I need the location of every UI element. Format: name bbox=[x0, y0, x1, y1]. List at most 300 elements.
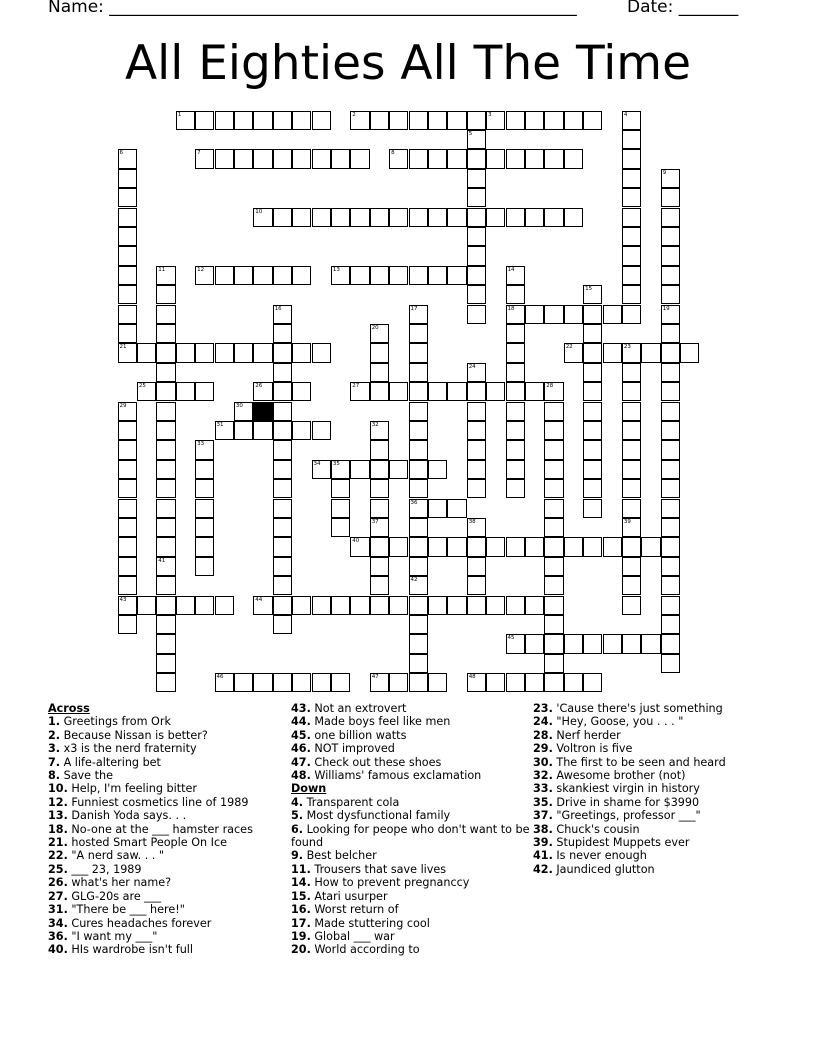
grid-cell[interactable] bbox=[447, 208, 466, 227]
grid-cell[interactable] bbox=[234, 343, 253, 362]
grid-cell[interactable] bbox=[506, 479, 525, 498]
grid-cell[interactable] bbox=[661, 499, 680, 518]
grid-cell[interactable] bbox=[409, 440, 428, 459]
grid-cell[interactable] bbox=[409, 382, 428, 401]
grid-cell[interactable] bbox=[583, 499, 602, 518]
grid-cell[interactable] bbox=[273, 421, 292, 440]
grid-cell[interactable] bbox=[118, 421, 137, 440]
grid-cell[interactable] bbox=[467, 363, 486, 382]
grid-cell[interactable] bbox=[467, 537, 486, 556]
grid-cell[interactable] bbox=[156, 285, 175, 304]
grid-cell[interactable] bbox=[331, 460, 350, 479]
grid-cell[interactable] bbox=[118, 246, 137, 265]
grid-cell[interactable] bbox=[176, 343, 195, 362]
grid-cell[interactable] bbox=[661, 557, 680, 576]
grid-cell[interactable] bbox=[156, 402, 175, 421]
grid-cell[interactable] bbox=[118, 537, 137, 556]
grid-cell[interactable] bbox=[118, 596, 137, 615]
grid-cell[interactable] bbox=[409, 557, 428, 576]
grid-cell[interactable] bbox=[273, 460, 292, 479]
grid-cell[interactable] bbox=[292, 343, 311, 362]
grid-cell[interactable] bbox=[622, 111, 641, 130]
grid-cell[interactable] bbox=[467, 149, 486, 168]
grid-cell[interactable] bbox=[506, 343, 525, 362]
grid-cell[interactable] bbox=[156, 479, 175, 498]
grid-cell[interactable] bbox=[331, 596, 350, 615]
grid-cell[interactable] bbox=[195, 149, 214, 168]
grid-cell[interactable] bbox=[273, 305, 292, 324]
grid-cell[interactable] bbox=[273, 324, 292, 343]
grid-cell[interactable] bbox=[370, 382, 389, 401]
grid-cell[interactable] bbox=[156, 615, 175, 634]
grid-cell[interactable] bbox=[370, 343, 389, 362]
grid-cell[interactable] bbox=[544, 402, 563, 421]
grid-cell[interactable] bbox=[234, 421, 253, 440]
grid-cell[interactable] bbox=[350, 382, 369, 401]
grid-cell[interactable] bbox=[118, 518, 137, 537]
grid-cell[interactable] bbox=[118, 266, 137, 285]
grid-cell[interactable] bbox=[273, 363, 292, 382]
grid-cell[interactable] bbox=[544, 654, 563, 673]
grid-cell[interactable] bbox=[506, 460, 525, 479]
grid-cell[interactable] bbox=[486, 149, 505, 168]
grid-cell[interactable] bbox=[467, 305, 486, 324]
grid-cell[interactable] bbox=[467, 169, 486, 188]
grid-cell[interactable] bbox=[622, 518, 641, 537]
grid-cell[interactable] bbox=[680, 343, 699, 362]
grid-cell[interactable] bbox=[156, 557, 175, 576]
grid-cell[interactable] bbox=[661, 596, 680, 615]
grid-cell[interactable] bbox=[253, 111, 272, 130]
grid-cell[interactable] bbox=[312, 673, 331, 692]
grid-cell[interactable] bbox=[176, 382, 195, 401]
grid-cell[interactable] bbox=[506, 285, 525, 304]
grid-cell[interactable] bbox=[312, 460, 331, 479]
grid-cell[interactable] bbox=[583, 537, 602, 556]
grid-cell[interactable] bbox=[525, 537, 544, 556]
grid-cell[interactable] bbox=[389, 673, 408, 692]
grid-cell[interactable] bbox=[428, 673, 447, 692]
grid-cell[interactable] bbox=[544, 382, 563, 401]
grid-cell[interactable] bbox=[622, 169, 641, 188]
grid-cell[interactable] bbox=[156, 460, 175, 479]
grid-cell[interactable] bbox=[525, 111, 544, 130]
grid-cell[interactable] bbox=[661, 654, 680, 673]
grid-cell[interactable] bbox=[467, 673, 486, 692]
grid-cell[interactable] bbox=[661, 188, 680, 207]
grid-cell[interactable] bbox=[467, 596, 486, 615]
grid-cell[interactable] bbox=[370, 499, 389, 518]
grid-cell[interactable] bbox=[506, 440, 525, 459]
grid-cell[interactable] bbox=[156, 305, 175, 324]
grid-cell[interactable] bbox=[389, 596, 408, 615]
grid-cell[interactable] bbox=[467, 246, 486, 265]
grid-cell[interactable] bbox=[641, 343, 660, 362]
grid-cell[interactable] bbox=[467, 382, 486, 401]
grid-cell[interactable] bbox=[447, 537, 466, 556]
grid-cell[interactable] bbox=[409, 266, 428, 285]
grid-cell[interactable] bbox=[428, 208, 447, 227]
grid-cell[interactable] bbox=[506, 402, 525, 421]
grid-cell[interactable] bbox=[409, 499, 428, 518]
grid-cell[interactable] bbox=[409, 615, 428, 634]
grid-cell[interactable] bbox=[622, 363, 641, 382]
grid-cell[interactable] bbox=[118, 227, 137, 246]
grid-cell[interactable] bbox=[350, 596, 369, 615]
grid-cell[interactable] bbox=[661, 421, 680, 440]
grid-cell[interactable] bbox=[622, 208, 641, 227]
grid-cell[interactable] bbox=[506, 208, 525, 227]
grid-cell[interactable] bbox=[156, 499, 175, 518]
grid-cell[interactable] bbox=[622, 557, 641, 576]
grid-cell[interactable] bbox=[622, 305, 641, 324]
grid-cell[interactable] bbox=[195, 343, 214, 362]
grid-cell[interactable] bbox=[661, 382, 680, 401]
grid-cell[interactable] bbox=[447, 382, 466, 401]
grid-cell[interactable] bbox=[583, 673, 602, 692]
grid-cell[interactable] bbox=[331, 266, 350, 285]
grid-cell[interactable] bbox=[467, 421, 486, 440]
grid-cell[interactable] bbox=[564, 343, 583, 362]
grid-cell[interactable] bbox=[370, 460, 389, 479]
grid-cell[interactable] bbox=[564, 149, 583, 168]
grid-cell[interactable] bbox=[273, 576, 292, 595]
grid-cell[interactable] bbox=[331, 149, 350, 168]
grid-cell[interactable] bbox=[467, 440, 486, 459]
grid-cell[interactable] bbox=[215, 673, 234, 692]
grid-cell[interactable] bbox=[195, 266, 214, 285]
grid-cell[interactable] bbox=[156, 537, 175, 556]
grid-cell[interactable] bbox=[370, 576, 389, 595]
grid-cell[interactable] bbox=[583, 440, 602, 459]
grid-cell[interactable] bbox=[409, 343, 428, 362]
grid-cell[interactable] bbox=[467, 208, 486, 227]
grid-cell[interactable] bbox=[273, 382, 292, 401]
grid-cell[interactable] bbox=[350, 460, 369, 479]
grid-cell[interactable] bbox=[525, 149, 544, 168]
grid-cell[interactable] bbox=[370, 440, 389, 459]
grid-cell[interactable] bbox=[661, 208, 680, 227]
grid-cell[interactable] bbox=[195, 596, 214, 615]
grid-cell[interactable] bbox=[661, 615, 680, 634]
grid-cell[interactable] bbox=[409, 596, 428, 615]
grid-cell[interactable] bbox=[661, 460, 680, 479]
grid-cell[interactable] bbox=[273, 615, 292, 634]
grid-cell[interactable] bbox=[253, 673, 272, 692]
grid-cell[interactable] bbox=[409, 576, 428, 595]
grid-cell[interactable] bbox=[506, 634, 525, 653]
grid-cell[interactable] bbox=[273, 440, 292, 459]
grid-cell[interactable] bbox=[525, 382, 544, 401]
grid-cell[interactable] bbox=[661, 576, 680, 595]
grid-cell[interactable] bbox=[467, 266, 486, 285]
grid-cell[interactable] bbox=[273, 208, 292, 227]
grid-cell[interactable] bbox=[486, 111, 505, 130]
grid-cell[interactable] bbox=[409, 421, 428, 440]
grid-cell[interactable] bbox=[273, 537, 292, 556]
grid-cell[interactable] bbox=[312, 149, 331, 168]
grid-cell[interactable] bbox=[156, 363, 175, 382]
grid-cell[interactable] bbox=[661, 266, 680, 285]
grid-cell[interactable] bbox=[350, 537, 369, 556]
grid-cell[interactable] bbox=[156, 654, 175, 673]
grid-cell[interactable] bbox=[661, 305, 680, 324]
grid-cell[interactable] bbox=[544, 421, 563, 440]
grid-cell[interactable] bbox=[118, 615, 137, 634]
grid-cell[interactable] bbox=[409, 305, 428, 324]
grid-cell[interactable] bbox=[583, 305, 602, 324]
grid-cell[interactable] bbox=[661, 440, 680, 459]
grid-cell[interactable] bbox=[292, 208, 311, 227]
grid-cell[interactable] bbox=[156, 634, 175, 653]
grid-cell[interactable] bbox=[506, 537, 525, 556]
grid-cell[interactable] bbox=[544, 596, 563, 615]
grid-cell[interactable] bbox=[467, 576, 486, 595]
grid-cell[interactable] bbox=[583, 363, 602, 382]
grid-cell[interactable] bbox=[118, 305, 137, 324]
grid-cell[interactable] bbox=[409, 460, 428, 479]
grid-cell[interactable] bbox=[389, 460, 408, 479]
grid-cell[interactable] bbox=[195, 382, 214, 401]
grid-cell[interactable] bbox=[428, 111, 447, 130]
grid-cell[interactable] bbox=[506, 363, 525, 382]
grid-cell[interactable] bbox=[622, 149, 641, 168]
grid-cell[interactable] bbox=[234, 149, 253, 168]
grid-cell[interactable] bbox=[118, 402, 137, 421]
grid-cell[interactable] bbox=[428, 499, 447, 518]
grid-cell[interactable] bbox=[195, 537, 214, 556]
grid-cell[interactable] bbox=[447, 596, 466, 615]
grid-cell[interactable] bbox=[118, 343, 137, 362]
grid-cell[interactable] bbox=[331, 208, 350, 227]
grid-cell[interactable] bbox=[137, 343, 156, 362]
grid-cell[interactable] bbox=[292, 673, 311, 692]
grid-cell[interactable] bbox=[273, 479, 292, 498]
grid-cell[interactable] bbox=[506, 305, 525, 324]
grid-cell[interactable] bbox=[583, 382, 602, 401]
grid-cell[interactable] bbox=[312, 208, 331, 227]
grid-cell[interactable] bbox=[428, 149, 447, 168]
grid-cell[interactable] bbox=[564, 208, 583, 227]
grid-cell[interactable] bbox=[389, 208, 408, 227]
grid-cell[interactable] bbox=[312, 596, 331, 615]
grid-cell[interactable] bbox=[564, 305, 583, 324]
grid-cell[interactable] bbox=[544, 615, 563, 634]
grid-cell[interactable] bbox=[428, 460, 447, 479]
grid-cell[interactable] bbox=[544, 518, 563, 537]
grid-cell[interactable] bbox=[564, 634, 583, 653]
grid-cell[interactable] bbox=[506, 596, 525, 615]
grid-cell[interactable] bbox=[156, 421, 175, 440]
grid-cell[interactable] bbox=[525, 596, 544, 615]
grid-cell[interactable] bbox=[525, 634, 544, 653]
grid-cell[interactable] bbox=[273, 557, 292, 576]
grid-cell[interactable] bbox=[409, 479, 428, 498]
grid-cell[interactable] bbox=[544, 557, 563, 576]
grid-cell[interactable] bbox=[409, 634, 428, 653]
grid-cell[interactable] bbox=[409, 149, 428, 168]
grid-cell[interactable] bbox=[195, 460, 214, 479]
grid-cell[interactable] bbox=[622, 537, 641, 556]
grid-cell[interactable] bbox=[506, 149, 525, 168]
grid-cell[interactable] bbox=[544, 576, 563, 595]
grid-cell[interactable] bbox=[118, 169, 137, 188]
grid-cell[interactable] bbox=[467, 111, 486, 130]
grid-cell[interactable] bbox=[622, 246, 641, 265]
grid-cell[interactable] bbox=[215, 266, 234, 285]
grid-cell[interactable] bbox=[603, 634, 622, 653]
grid-cell[interactable] bbox=[622, 227, 641, 246]
grid-cell[interactable] bbox=[661, 246, 680, 265]
grid-cell[interactable] bbox=[622, 576, 641, 595]
grid-cell[interactable] bbox=[506, 266, 525, 285]
grid-cell[interactable] bbox=[544, 634, 563, 653]
grid-cell[interactable] bbox=[603, 537, 622, 556]
grid-cell[interactable] bbox=[525, 305, 544, 324]
grid-cell[interactable] bbox=[370, 111, 389, 130]
grid-cell[interactable] bbox=[215, 149, 234, 168]
grid-cell[interactable] bbox=[195, 499, 214, 518]
grid-cell[interactable] bbox=[370, 673, 389, 692]
grid-cell[interactable] bbox=[156, 673, 175, 692]
grid-cell[interactable] bbox=[409, 402, 428, 421]
grid-cell[interactable] bbox=[622, 402, 641, 421]
grid-cell[interactable] bbox=[195, 479, 214, 498]
grid-cell[interactable] bbox=[409, 208, 428, 227]
grid-cell[interactable] bbox=[447, 149, 466, 168]
grid-cell[interactable] bbox=[661, 518, 680, 537]
grid-cell[interactable] bbox=[583, 343, 602, 362]
grid-cell[interactable] bbox=[486, 382, 505, 401]
grid-cell[interactable] bbox=[195, 518, 214, 537]
grid-cell[interactable] bbox=[544, 111, 563, 130]
grid-cell[interactable] bbox=[370, 479, 389, 498]
grid-cell[interactable] bbox=[661, 537, 680, 556]
grid-cell[interactable] bbox=[544, 305, 563, 324]
grid-cell[interactable] bbox=[292, 382, 311, 401]
grid-cell[interactable] bbox=[622, 382, 641, 401]
grid-cell[interactable] bbox=[661, 285, 680, 304]
grid-cell[interactable] bbox=[273, 149, 292, 168]
grid-cell[interactable] bbox=[506, 421, 525, 440]
grid-cell[interactable] bbox=[583, 111, 602, 130]
grid-cell[interactable] bbox=[622, 421, 641, 440]
grid-cell[interactable] bbox=[467, 227, 486, 246]
grid-cell[interactable] bbox=[370, 324, 389, 343]
grid-cell[interactable] bbox=[137, 382, 156, 401]
grid-cell[interactable] bbox=[350, 111, 369, 130]
grid-cell[interactable] bbox=[506, 111, 525, 130]
grid-cell[interactable] bbox=[350, 208, 369, 227]
grid-cell[interactable] bbox=[370, 518, 389, 537]
grid-cell[interactable] bbox=[118, 499, 137, 518]
grid-cell[interactable] bbox=[583, 421, 602, 440]
grid-cell[interactable] bbox=[292, 111, 311, 130]
grid-cell[interactable] bbox=[447, 499, 466, 518]
grid-cell[interactable] bbox=[622, 499, 641, 518]
grid-cell[interactable] bbox=[156, 324, 175, 343]
grid-cell[interactable] bbox=[273, 673, 292, 692]
grid-cell[interactable] bbox=[273, 343, 292, 362]
grid-cell[interactable] bbox=[661, 402, 680, 421]
grid-cell[interactable] bbox=[331, 673, 350, 692]
grid-cell[interactable] bbox=[370, 557, 389, 576]
grid-cell[interactable] bbox=[292, 421, 311, 440]
grid-cell[interactable] bbox=[389, 537, 408, 556]
grid-cell[interactable] bbox=[583, 402, 602, 421]
grid-cell[interactable] bbox=[409, 537, 428, 556]
grid-cell[interactable] bbox=[409, 654, 428, 673]
grid-cell[interactable] bbox=[312, 111, 331, 130]
grid-cell[interactable] bbox=[661, 634, 680, 653]
grid-cell[interactable] bbox=[544, 673, 563, 692]
grid-cell[interactable] bbox=[661, 169, 680, 188]
grid-cell[interactable] bbox=[118, 324, 137, 343]
grid-cell[interactable] bbox=[525, 208, 544, 227]
grid-cell[interactable] bbox=[622, 440, 641, 459]
grid-cell[interactable] bbox=[234, 266, 253, 285]
grid-cell[interactable] bbox=[292, 596, 311, 615]
grid-cell[interactable] bbox=[137, 596, 156, 615]
grid-cell[interactable] bbox=[428, 266, 447, 285]
grid-cell[interactable] bbox=[195, 557, 214, 576]
grid-cell[interactable] bbox=[350, 266, 369, 285]
grid-cell[interactable] bbox=[118, 460, 137, 479]
grid-cell[interactable] bbox=[583, 285, 602, 304]
grid-cell[interactable] bbox=[370, 537, 389, 556]
grid-cell[interactable] bbox=[370, 596, 389, 615]
grid-cell[interactable] bbox=[467, 518, 486, 537]
grid-cell[interactable] bbox=[467, 557, 486, 576]
grid-cell[interactable] bbox=[215, 421, 234, 440]
grid-cell[interactable] bbox=[428, 596, 447, 615]
grid-cell[interactable] bbox=[525, 673, 544, 692]
grid-cell[interactable] bbox=[661, 363, 680, 382]
grid-cell[interactable] bbox=[118, 285, 137, 304]
grid-cell[interactable] bbox=[641, 634, 660, 653]
grid-cell[interactable] bbox=[583, 634, 602, 653]
grid-cell[interactable] bbox=[544, 208, 563, 227]
grid-cell[interactable] bbox=[486, 537, 505, 556]
grid-cell[interactable] bbox=[467, 479, 486, 498]
grid-cell[interactable] bbox=[409, 324, 428, 343]
grid-cell[interactable] bbox=[467, 402, 486, 421]
grid-cell[interactable] bbox=[622, 596, 641, 615]
grid-cell[interactable] bbox=[409, 111, 428, 130]
grid-cell[interactable] bbox=[253, 421, 272, 440]
grid-cell[interactable] bbox=[253, 596, 272, 615]
grid-cell[interactable] bbox=[622, 460, 641, 479]
grid-cell[interactable] bbox=[156, 596, 175, 615]
grid-cell[interactable] bbox=[447, 111, 466, 130]
grid-cell[interactable] bbox=[389, 266, 408, 285]
grid-cell[interactable] bbox=[292, 266, 311, 285]
grid-cell[interactable] bbox=[544, 537, 563, 556]
grid-cell[interactable] bbox=[544, 479, 563, 498]
grid-cell[interactable] bbox=[622, 130, 641, 149]
grid-cell[interactable] bbox=[292, 149, 311, 168]
grid-cell[interactable] bbox=[486, 596, 505, 615]
grid-cell[interactable] bbox=[370, 363, 389, 382]
grid-cell[interactable] bbox=[312, 421, 331, 440]
grid-cell[interactable] bbox=[544, 440, 563, 459]
grid-cell[interactable] bbox=[118, 440, 137, 459]
grid-cell[interactable] bbox=[389, 149, 408, 168]
grid-cell[interactable] bbox=[118, 208, 137, 227]
grid-cell[interactable] bbox=[234, 402, 253, 421]
grid-cell[interactable] bbox=[661, 343, 680, 362]
grid-cell[interactable] bbox=[331, 499, 350, 518]
